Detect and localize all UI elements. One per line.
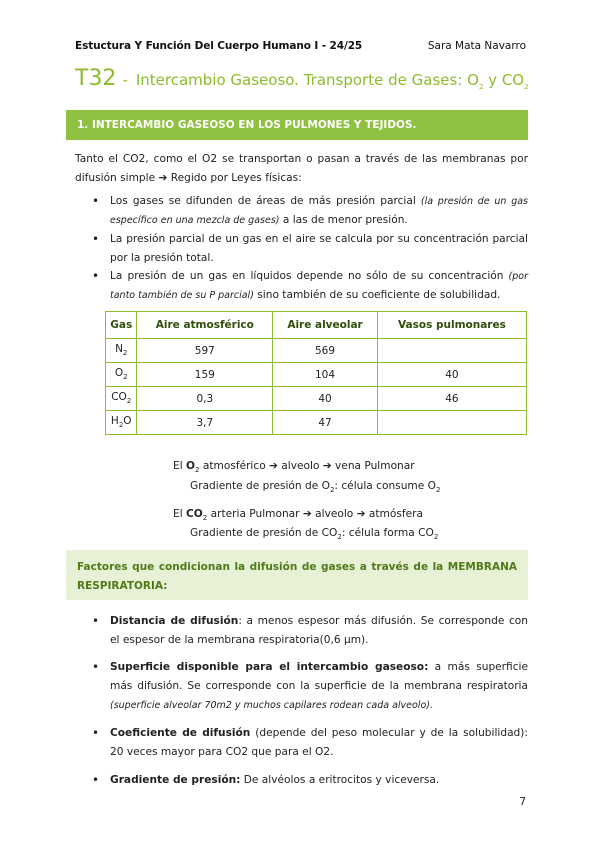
gas-cell: $H_2O$ xyxy=(106,411,137,435)
table-cell xyxy=(377,411,526,435)
table-cell: 40 xyxy=(273,387,378,411)
gas-pressure-table xyxy=(105,311,527,435)
title-mid: y CO xyxy=(483,71,525,89)
list-item: • Distancia de difusión: a menos espesor más difusión. Se corresponde con el espesor de la membrana respiratoria(0,6 µm). xyxy=(110,612,528,650)
list-item: • La presión de un gas en líquidos depende no sólo de su concentración (por tanto también de su P parcial) sino también de su coeficiente de solubilidad. xyxy=(110,267,528,305)
list-item: • Gradiente de presión: De alvéolos a eritrocitos y viceversa. xyxy=(110,771,528,790)
co2-gradient: Gradiente de presión de $CO_2$: célula forma $CO_2$ xyxy=(190,527,439,542)
title-sub: 2 xyxy=(478,83,484,91)
title-dash: - xyxy=(122,71,128,89)
author-header: Sara Mata Navarro xyxy=(427,40,526,52)
gas-cell: $O_2$ xyxy=(106,363,137,387)
column-header: Aire alveolar xyxy=(273,312,378,339)
table-cell: 3,7 xyxy=(137,411,273,435)
topic-code: T32 xyxy=(75,66,117,91)
table-cell: 40 xyxy=(377,363,526,387)
table-cell: 46 xyxy=(377,387,526,411)
table-row xyxy=(106,411,527,435)
gas-cell: $N_2$ xyxy=(106,339,137,363)
list-item: • La presión parcial de un gas en el aire se calcula por su concentración parcial por la presión total. xyxy=(110,230,528,268)
list-item: • Coeficiente de difusión (depende del peso molecular y de la solubilidad): 20 veces mayor para CO2 que para el O2. xyxy=(110,724,528,762)
column-header: Vasos pulmonares xyxy=(377,312,526,339)
title-sub: 2 xyxy=(524,83,529,91)
table-cell xyxy=(377,339,526,363)
title-text: Intercambio Gaseoso. Transporte de Gases: O xyxy=(135,71,479,89)
section-heading-bar: 1. INTERCAMBIO GASEOSO EN LOS PULMONES Y TEJIDOS. xyxy=(66,110,528,140)
o2-pathway: El $O_2$ atmosférico ➔ alveolo ➔ vena Pulmonar xyxy=(173,460,415,475)
course-header: Estuctura Y Función Del Cuerpo Humano I - 24/25 xyxy=(75,40,363,52)
gas-cell: $CO_2$ xyxy=(106,387,137,411)
table-cell: 597 xyxy=(137,339,273,363)
table-row xyxy=(106,363,527,387)
table-cell: 104 xyxy=(273,363,378,387)
co2-pathway: El $CO_2$ arteria Pulmonar ➔ alveolo ➔ atmósfera xyxy=(173,508,423,523)
table-row xyxy=(106,387,527,411)
table-row xyxy=(106,339,527,363)
column-header: Aire atmosférico xyxy=(137,312,273,339)
o2-gradient: Gradiente de presión de $O_2$: célula consume $O_2$ xyxy=(190,480,441,495)
table-cell: 47 xyxy=(273,411,378,435)
table-cell: 569 xyxy=(273,339,378,363)
page-number: 7 xyxy=(519,796,526,808)
list-item: • Los gases se difunden de áreas de más presión parcial (la presión de un gas específico en una mezcla de gases) a las de menor presión. xyxy=(110,192,528,230)
intro-paragraph: Tanto el CO2, como el O2 se transportan o pasan a través de las membranas por difusión simple ➔ Regido por Leyes físicas: xyxy=(75,153,528,184)
column-header: Gas xyxy=(106,312,137,339)
factors-heading-box: Factores que condicionan la difusión de gases a través de la MEMBRANA RESPIRATORIA: xyxy=(66,550,528,600)
table-cell: 159 xyxy=(137,363,273,387)
table-header-row xyxy=(106,312,527,339)
list-item: • Superficie disponible para el intercambio gaseoso: a más superficie más difusión. Se corresponde con la superficie de la membrana respiratoria (superficie alveolar 70m2 y muchos capilares rodean cada alveolo). xyxy=(110,658,528,715)
page-title xyxy=(75,66,529,91)
table-cell: 0,3 xyxy=(137,387,273,411)
